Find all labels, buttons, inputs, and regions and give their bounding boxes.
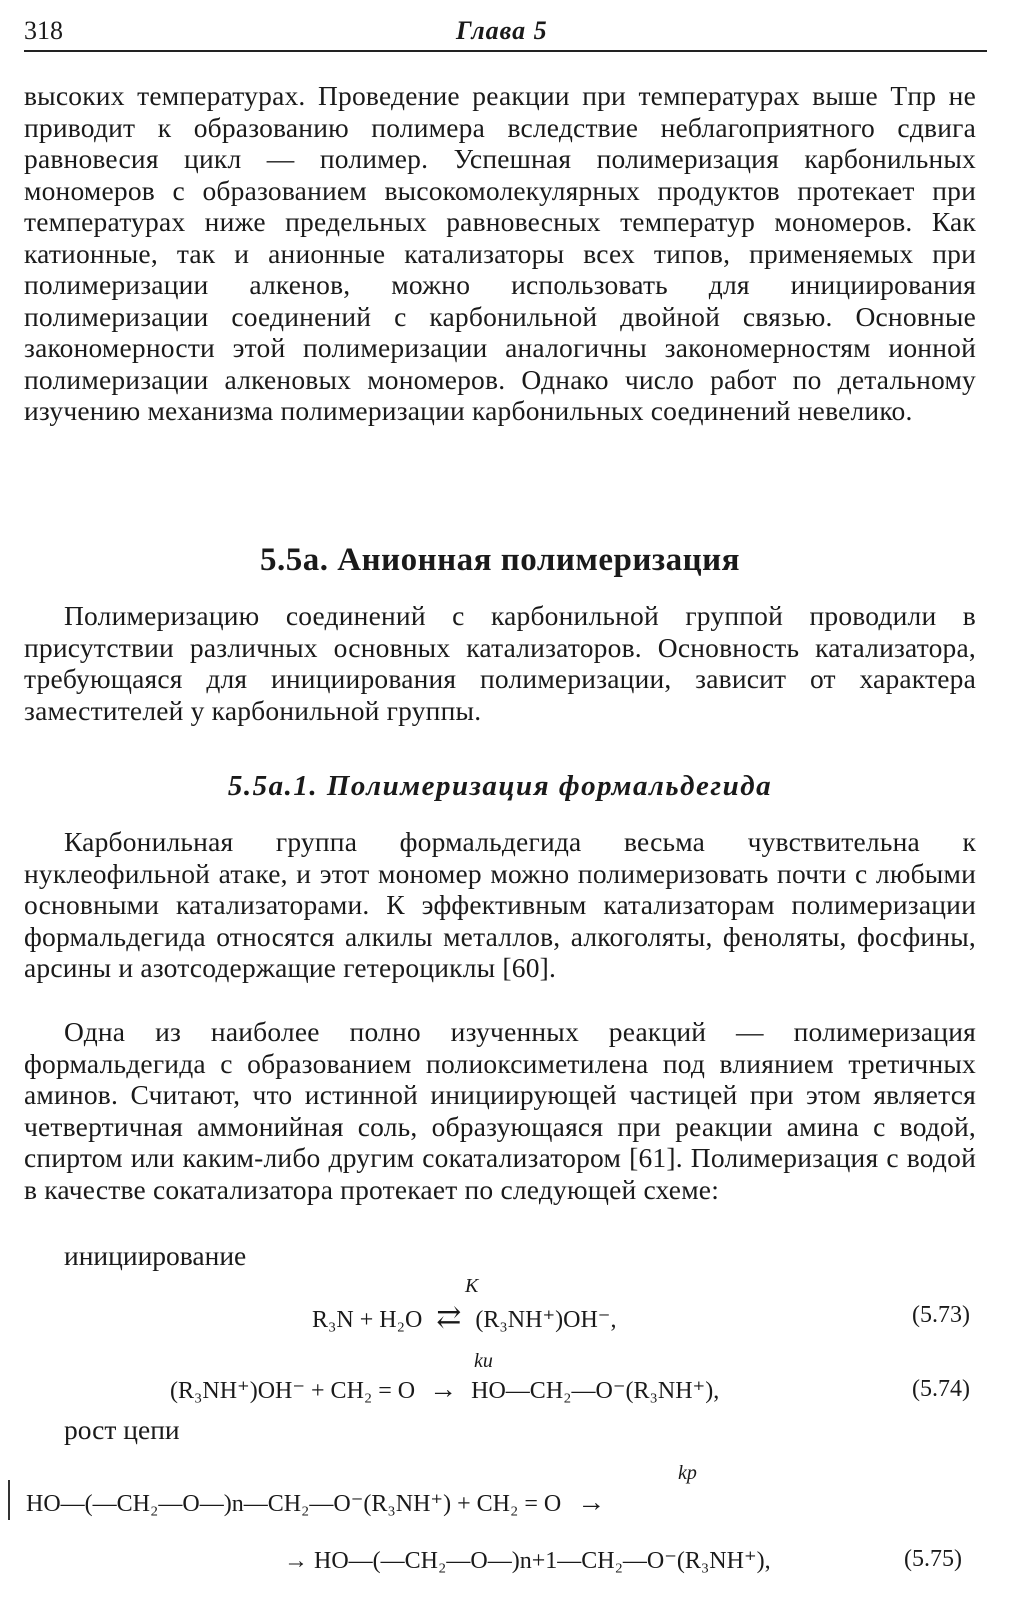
paragraph-2: Полимеризацию соединений с карбонильной группой проводили в присутствии различных основных катализаторов. Основность катализатора, требующаяся для инициирования полимеризации, зависит от характера заместителей у карбонильной группы.: [24, 600, 976, 726]
paragraph-1: высоких температурах. Проведение реакции при температурах выше Tпр не приводит к образованию полимера вследствие неблагоприятного сдвига равновесия цикл — полимер. Успешная полимеризация карбонильных мономеров с образованием высокомолекулярных продуктов протекает при температурах ниже предельных равновесных температур мономеров. Как катионные, так и анионные катализаторы всех типов, применяемых при полимеризации алкенов, можно использовать для инициирования полимеризации соединений с карбонильной двойной связью. Основные закономерности этой полимеризации аналогичны закономерностям ионной полимеризации алкеновых мономеров. Однако число работ по детальному изучению механизма полимеризации карбонильных соединений невелико.: [24, 80, 976, 426]
paragraph-4-block: [24, 1016, 976, 1205]
subsection-heading-block: [24, 770, 976, 803]
margin-bar: [8, 1480, 10, 1520]
label-initiation: инициирование: [64, 1240, 247, 1271]
paragraph-3: Карбонильная группа формальдегида весьма чувствительна к нуклеофильной атаке, и этот мономер можно полимеризовать почти с любыми основными катализаторами. К эффективным катализаторам полимеризации формальдегида относятся алкилы металлов, алкоголяты, феноляты, фосфины, арсины и азотсодержащие гетероциклы [60].: [24, 826, 976, 983]
eq75-arrow-label: kр: [678, 1462, 697, 1484]
eq75-line2: → HO—(—CH₂—O—)n+1—CH₂—O⁻(R₃NH⁺),: [284, 1548, 771, 1574]
eq73-lhs: R₃N + H₂O: [312, 1307, 423, 1333]
equation-5-75-line-1: [26, 1487, 605, 1519]
reaction-arrow-icon: →: [429, 1374, 458, 1405]
label-initiation-block: [64, 1240, 1015, 1272]
paragraph-4: Одна из наиболее полно изученных реакций — полимеризация формальдегида с образованием полиоксиметилена под влиянием третичных аминов. Считают, что истинной инициирующей частицей при этом является четвертичная аммонийная соль, образующаяся при реакции амина с водой, спиртом или каким-либо другим сокатализатором [61]. Полимеризация с водой в качестве сокатализатора протекает по следующей схеме:: [24, 1016, 976, 1205]
label-growth-block: [64, 1414, 1015, 1446]
eq73-arrow-label: K: [465, 1275, 479, 1297]
header-rule: [24, 50, 987, 52]
eq73-rhs: (R₃NH⁺)OH⁻,: [475, 1307, 617, 1333]
paragraph-1-block: [24, 80, 976, 427]
paragraph-2-block: [24, 600, 976, 726]
eq74-number: (5.74): [912, 1376, 970, 1402]
eq73-number: (5.73): [912, 1302, 970, 1328]
eq75-line1: HO—(—CH₂—O—)n—CH₂—O⁻(R₃NH⁺) + CH₂ = O: [26, 1491, 562, 1517]
equation-5-74: [170, 1374, 719, 1406]
section-title: 5.5а. Анионная полимеризация: [260, 542, 740, 578]
subsection-title: 5.5а.1. Полимеризация формальдегида: [227, 770, 773, 802]
equation-5-75-line-2: [284, 1546, 771, 1575]
eq74-rhs: HO—CH₂—O⁻(R₃NH⁺),: [471, 1378, 720, 1404]
chapter-title: Глава 5: [456, 16, 548, 45]
equation-5-73: [312, 1300, 616, 1335]
page-header: [24, 16, 987, 52]
eq74-lhs: (R₃NH⁺)OH⁻ + CH₂ = O: [170, 1378, 416, 1404]
paragraph-3-block: [24, 826, 976, 984]
eq74-arrow-label: kи: [474, 1350, 493, 1372]
label-growth: рост цепи: [64, 1414, 180, 1445]
equilibrium-arrow-icon: ⇄: [436, 1301, 462, 1334]
reaction-arrow-icon: →: [577, 1487, 606, 1518]
section-heading-block: [24, 542, 976, 579]
page-number: 318: [24, 16, 63, 45]
eq75-number: (5.75): [904, 1546, 962, 1572]
